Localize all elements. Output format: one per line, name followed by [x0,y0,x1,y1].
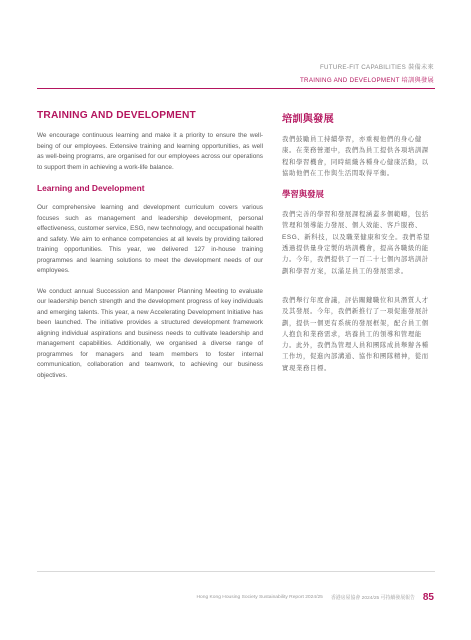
section-title-en: TRAINING AND DEVELOPMENT [37,110,196,121]
page-number: 85 [422,592,434,603]
footer-divider [37,571,435,572]
subsection-title-zh: 學習與發展 [282,189,324,200]
footer-report-title-en: Hong Kong Housing Society Sustainability Report 2024/25 [196,595,323,600]
learning-paragraph-zh: 我們完善的學習和發展課程涵蓋多個範疇，包括管理和領導能力發展、個人效能、客戶服務、ESG、新科技，以及職業健康和安全。我們希望透過提供量身定製的培訓機會，提高各職級的能力。今年，我們提供了一百二十七個內部培訓計劃和學習方案，以滿足員工的發展需求。 [282,211,431,275]
english-column [37,110,263,381]
section-title-zh: 培訓與發展 [282,114,334,125]
intro-paragraph-zh: 我們鼓勵員工持續學習，亦重視他們的身心健康。在業務營運中，我們為員工提供各項培訓課程和學習機會，同時組織各種身心健康活動，以協助他們在工作與生活間取得平衡。 [282,136,429,177]
chinese-column [282,110,435,374]
learning-paragraph-en: Our comprehensive learning and development curriculum covers various focuses such as management and leadership development, personal effectiveness, customer service, ESG, new technology, and occupational health and safety. We aim to enhance competencies at all levels by providing tailored training opportunities. This year, we delivered 127 in-house training programmes and learning solutions to meet the development needs of our employees. [37,204,263,274]
header-divider [37,88,435,89]
footer [196,592,434,603]
succession-paragraph-en: We conduct annual Succession and Manpower Planning Meeting to evaluate our leadership bench strength and the development progress of key individuals and emerging talents. This year, a new Accelerating Development Initiative has been launched. The initiative provides a structured development framework aligning individual aspirations and business needs to cultivate leadership and management capabilities. Additionally, we organised a diverse range of programmes for managers and team members to foster internal communication, collaboration and teamwork, to achieving our business objectives. [37,287,263,379]
intro-paragraph-en: We encourage continuous learning and make it a priority to ensure the well-being of our employees. Extensive training and learning opportunities, as well as well-being programs, are organised for our employees across our operations to support them in achieving a work-life balance. [37,132,263,171]
section-header-topic: TRAINING AND DEVELOPMENT 培訓與發展 [299,77,434,84]
subsection-title-en: Learning and Development [37,183,145,193]
succession-paragraph-zh: 我們舉行年度會議，評估關鍵職位和具潛質人才及其發展。今年，我們新推行了一項促進發展計劃，提供一個更有系統的發展框架，配合員工個人抱負和業務需求，培養員工的領導和管理能力。此外，我們為管理人員和團隊成員舉辦各種工作坊，促進內部溝通、協作和團隊精神，從而實現業務目標。 [282,296,429,372]
section-header-category: FUTURE-FIT CAPABILITIES 裝備未來 [319,64,434,71]
footer-report-title-zh: 香港房屋協會 2024/25 可持續發展報告 [330,596,415,601]
